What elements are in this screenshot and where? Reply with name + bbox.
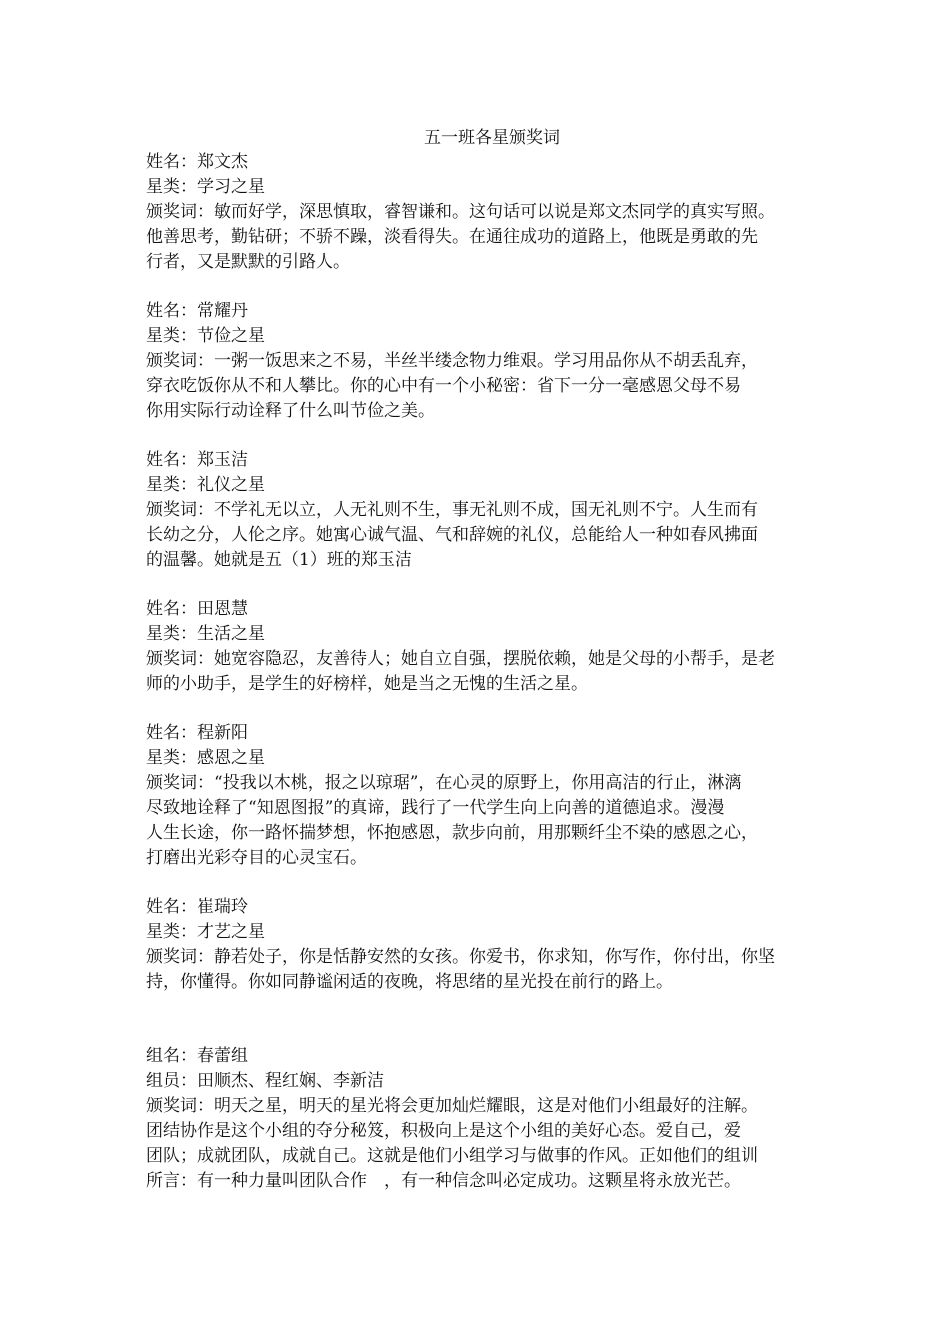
student-name: 姓名：田恩慧: [146, 599, 248, 619]
award-text-line: 颁奖词：她宽容隐忍，友善待人；她自立自强，摆脱依赖，她是父母的小帮手，是老: [146, 649, 775, 669]
award-text-line: 颁奖词：明天之星，明天的星光将会更加灿烂耀眼，这是对他们小组最好的注解。: [146, 1096, 758, 1116]
document-title: 五一班各星颁奖词: [424, 128, 560, 148]
award-entry: [146, 299, 826, 424]
award-text-line: 颁奖词：“投我以木桃，报之以琼琚”，在心灵的原野上，你用高洁的行止，淋漓: [146, 773, 742, 793]
student-name: 姓名：郑文杰: [146, 152, 248, 172]
student-name: 姓名：郑玉洁: [146, 450, 248, 470]
award-entry: [146, 895, 826, 995]
award-text-line: 颁奖词：不学礼无以立，人无礼则不生，事无礼则不成，国无礼则不宁。人生而有: [146, 500, 758, 520]
award-entry: [146, 448, 826, 573]
student-name: 姓名：崔瑞玲: [146, 897, 248, 917]
award-entry: [146, 597, 826, 697]
spacer: [146, 871, 826, 895]
award-text-line: 团结协作是这个小组的夺分秘笈，积极向上是这个小组的美好心态。爱自己，爱: [146, 1121, 741, 1141]
student-name: 姓名：程新阳: [146, 723, 248, 743]
group-members: 组员：田顺杰、程红娴、李新洁: [146, 1071, 384, 1091]
student-name: 姓名：常耀丹: [146, 301, 248, 321]
award-text-line: 的温馨。她就是五（1）班的郑玉洁: [146, 550, 412, 570]
star-category: 星类：才艺之星: [146, 922, 265, 942]
star-category: 星类：礼仪之星: [146, 475, 265, 495]
group-award-entry: [146, 1044, 826, 1194]
award-entry: [146, 150, 826, 275]
group-name: 组名：春蕾组: [146, 1046, 248, 1066]
award-text: [146, 498, 826, 573]
star-category: 星类：感恩之星: [146, 748, 265, 768]
award-entry: [146, 721, 826, 871]
award-text-line: 穿衣吃饭你从不和人攀比。你的心中有一个小秘密：省下一分一毫感恩父母不易: [146, 376, 741, 396]
spacer: [146, 995, 826, 1044]
award-text-line: 师的小助手，是学生的好榜样，她是当之无愧的生活之星。: [146, 674, 588, 694]
award-text-line: 人生长途，你一路怀揣梦想，怀抱感恩，款步向前，用那颗纤尘不染的感恩之心，: [146, 823, 758, 843]
award-text-line: 行者，又是默默的引路人。: [146, 252, 350, 272]
award-text-line: 持，你懂得。你如同静谧闲适的夜晚，将思绪的星光投在前行的路上。: [146, 972, 673, 992]
award-text-line: 颁奖词：一粥一饭思来之不易，半丝半缕念物力维艰。学习用品你从不胡丢乱弃，: [146, 351, 758, 371]
award-text-line: 团队；成就团队，成就自己。这就是他们小组学习与做事的作风。正如他们的组训: [146, 1146, 758, 1166]
award-text-line: 所言：有一种力量叫团队合作 ，有一种信念叫必定成功。这颗星将永放光芒。: [146, 1171, 741, 1191]
spacer: [146, 573, 826, 597]
star-category: 星类：生活之星: [146, 624, 265, 644]
award-text-line: 他善思考，勤钻研；不骄不躁，淡看得失。在通往成功的道路上，他既是勇敢的先: [146, 227, 758, 247]
award-text-line: 颁奖词：敏而好学，深思慎取，睿智谦和。这句话可以说是郑文杰同学的真实写照。: [146, 202, 775, 222]
award-text: [146, 771, 826, 871]
star-category: 星类：学习之星: [146, 177, 265, 197]
award-text: [146, 647, 826, 697]
document-page: [146, 126, 826, 1194]
award-text: [146, 945, 826, 995]
spacer: [146, 275, 826, 299]
award-text-line: 颁奖词：静若处子，你是恬静安然的女孩。你爱书，你求知，你写作，你付出，你坚: [146, 947, 775, 967]
award-text: [146, 200, 826, 275]
award-text: [146, 349, 826, 424]
star-category: 星类：节俭之星: [146, 326, 265, 346]
spacer: [146, 697, 826, 721]
award-text-line: 打磨出光彩夺目的心灵宝石。: [146, 848, 367, 868]
award-text-line: 你用实际行动诠释了什么叫节俭之美。: [146, 401, 435, 421]
award-text-line: 长幼之分，人伦之序。她寓心诚气温、气和辞婉的礼仪，总能给人一种如春风拂面: [146, 525, 758, 545]
award-text: [146, 1094, 826, 1194]
award-text-line: 尽致地诠释了“知恩图报”的真谛，践行了一代学生向上向善的道德追求。漫漫: [146, 798, 725, 818]
spacer: [146, 424, 826, 448]
